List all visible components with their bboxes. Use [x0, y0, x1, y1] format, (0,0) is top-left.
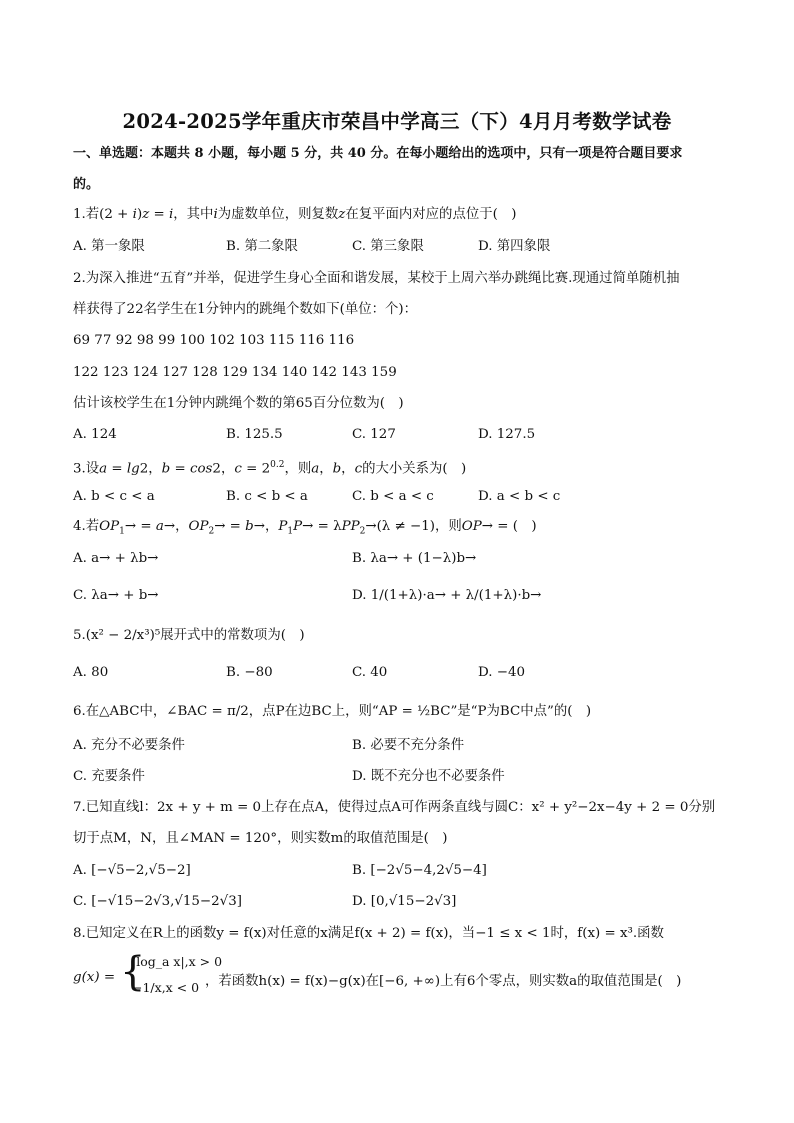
q6-option-a[interactable]: A. 充分不必要条件 — [73, 738, 185, 753]
q4-option-b[interactable]: B. λa→ + (1−λ)b→ — [352, 551, 477, 566]
q4-stem: 4.若$OP_1\to = a\to$，$OP_2\to = b\to$，$P_1P\to = \lambda PP_2\to(\lambda \ne -1)$，则OP→ = ( ) — [73, 519, 537, 537]
q1-stem: 1.若(2 + i)z = i，其中i为虚数单位，则复数z在复平面内对应的点位于( ) — [73, 207, 517, 222]
q8-case-1: |log_a x|,x > 0 — [132, 954, 223, 969]
q7-option-d[interactable]: D. [0,√15−2√3] — [352, 894, 457, 909]
q8-stem-line2: ，若函数h(x) = f(x)−g(x)在[−6, +∞)上有6个零点，则实数a的取值范围是( ) — [205, 974, 682, 989]
section-heading: 一、单选题：本题共 8 小题，每小题 5 分，共 40 分。在每小题给出的选项中，只有一项是符合题目要求 — [73, 146, 683, 161]
piecewise-brace: { — [120, 949, 146, 995]
q3-option-c[interactable]: C. b < a < c — [352, 489, 434, 504]
q2-option-c[interactable]: C. 127 — [352, 427, 396, 442]
q3-stem: 3.设a = lg2，b = cos2，$c = 2^{0.2}$，则a，b，c的大小关系为( ) — [73, 460, 467, 477]
q5-option-c[interactable]: C. 40 — [352, 665, 388, 680]
q2-option-d[interactable]: D. 127.5 — [478, 427, 536, 442]
q7-option-b[interactable]: B. [−2√5−4,2√5−4] — [352, 863, 487, 878]
q1-option-b[interactable]: B. 第二象限 — [226, 239, 298, 254]
q2-stem-line1: 2.为深入推进“五育”并举，促进学生身心全面和谐发展，某校于上周六举办跳绳比赛.现通过简单随机抽 — [73, 271, 680, 286]
q3-option-a[interactable]: A. b < c < a — [73, 489, 155, 504]
q4-option-d[interactable]: D. 1/(1+λ)·a→ + λ/(1+λ)·b→ — [352, 588, 542, 603]
q4-option-a[interactable]: A. a→ + λb→ — [73, 551, 159, 566]
q6-option-c[interactable]: C. 充要条件 — [73, 769, 145, 784]
q6-option-b[interactable]: B. 必要不充分条件 — [352, 738, 465, 753]
q6-stem: 6.在△ABC中，∠BAC = π/2，点P在边BC上，则“AP = ½BC”是“P为BC中点”的( ) — [73, 704, 592, 719]
q6-option-d[interactable]: D. 既不充分也不必要条件 — [352, 769, 505, 784]
section-heading-cont: 的。 — [73, 177, 100, 192]
q7-stem-line1: 7.已知直线l：2x + y + m = 0上存在点A，使得过点A可作两条直线与圆C：x² + y²−2x−4y + 2 = 0分别 — [73, 800, 716, 815]
q2-data-line2: 122 123 124 127 128 129 134 140 142 143 159 — [73, 365, 397, 380]
q2-stem-line2: 样获得了22名学生在1分钟内的跳绳个数如下(单位：个)： — [73, 302, 417, 317]
q3-option-d[interactable]: D. a < b < c — [478, 489, 561, 504]
q4-option-c[interactable]: C. λa→ + b→ — [73, 588, 159, 603]
q5-option-d[interactable]: D. −40 — [478, 665, 526, 680]
q2-data-line1: 69 77 92 98 99 100 102 103 115 116 116 — [73, 333, 355, 348]
q1-option-d[interactable]: D. 第四象限 — [478, 239, 551, 254]
q2-option-a[interactable]: A. 124 — [73, 427, 117, 442]
q5-stem: 5.(x² − 2/x³)⁵展开式中的常数项为( ) — [73, 628, 305, 643]
q5-option-b[interactable]: B. −80 — [226, 665, 273, 680]
q2-option-b[interactable]: B. 125.5 — [226, 427, 283, 442]
q1-option-a[interactable]: A. 第一象限 — [73, 239, 145, 254]
q7-option-c[interactable]: C. [−√15−2√3,√15−2√3] — [73, 894, 242, 909]
q8-stem-line1: 8.已知定义在R上的函数y = f(x)对任意的x满足f(x + 2) = f(x)，当−1 ≤ x < 1时，f(x) = x³.函数 — [73, 926, 664, 941]
q1-option-c[interactable]: C. 第三象限 — [352, 239, 424, 254]
q7-stem-line2: 切于点M，N，且∠MAN = 120°，则实数m的取值范围是( ) — [73, 831, 448, 846]
q8-case-2: −1/x,x < 0 — [132, 980, 200, 995]
q3-option-b[interactable]: B. c < b < a — [226, 489, 308, 504]
page-title: 2024-2025学年重庆市荣昌中学高三（下）4月月考数学试卷 — [122, 110, 672, 133]
q8-g-label: g(x) = — [73, 970, 116, 985]
q5-option-a[interactable]: A. 80 — [73, 665, 109, 680]
q7-option-a[interactable]: A. [−√5−2,√5−2] — [73, 863, 191, 878]
q2-question: 估计该校学生在1分钟内跳绳个数的第65百分位数为( ) — [73, 396, 404, 411]
